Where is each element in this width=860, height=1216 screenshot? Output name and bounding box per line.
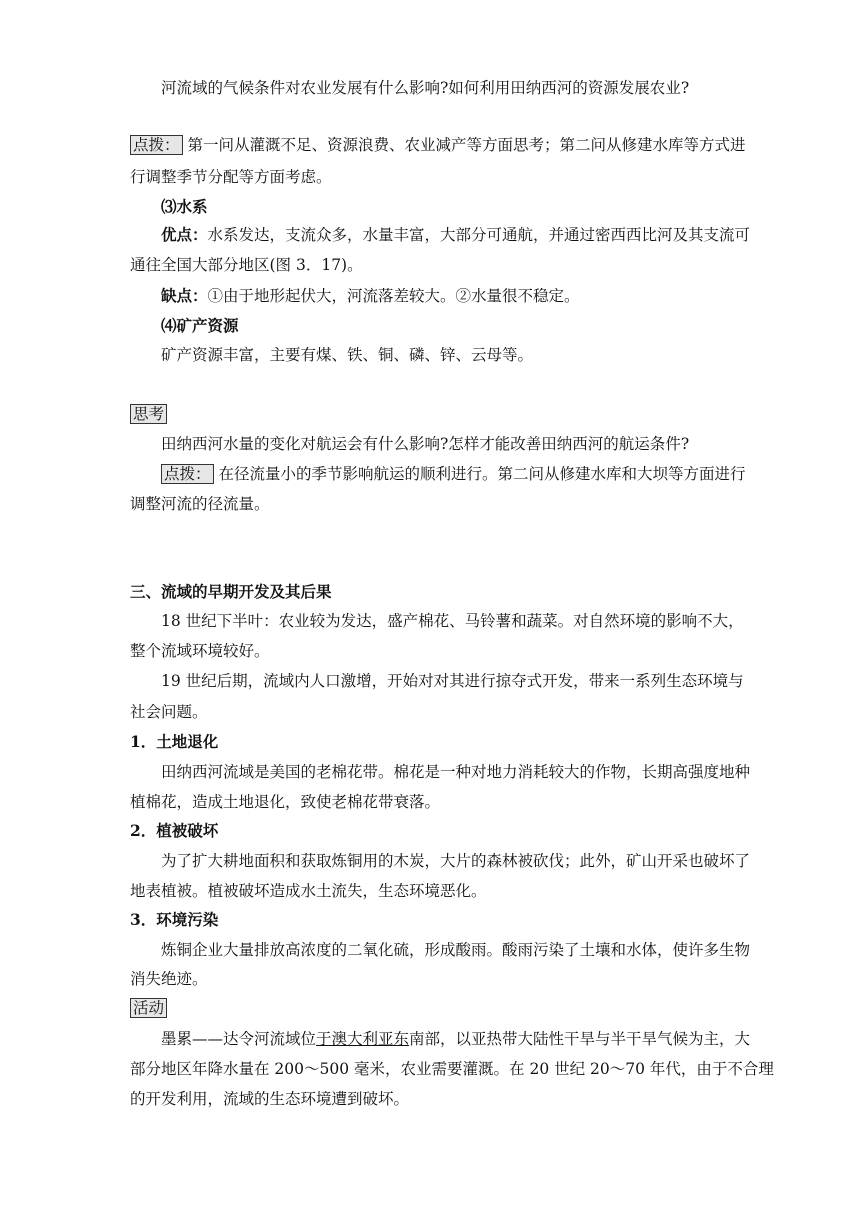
section-3-p1-line-2: 整个流域环境较好。 xyxy=(130,642,270,660)
tip-label-box: 点拨： xyxy=(130,135,183,155)
think-label-box: 思考 xyxy=(130,404,167,424)
heading-mineral-resources: ⑷矿产资源 xyxy=(161,316,239,335)
paragraph-climate-question: 河流域的气候条件对农业发展有什么影响?如何利用田纳西河的资源发展农业? xyxy=(161,79,690,97)
think-tip-line-1 xyxy=(161,464,745,484)
section-3-p2-line-2: 社会问题。 xyxy=(130,703,208,721)
section-3-p2-line-1: 19 世纪后期，流域内人口激增，开始对对其进行掠夺式开发，带来一系列生态环境与 xyxy=(161,672,744,690)
advantages-text: 水系发达，支流众多，水量丰富，大部分可通航，并通过密西西比河及其支流可 xyxy=(207,226,751,244)
activity-line-2: 部分地区年降水量在 200～500 毫米，农业需要灌溉。在 20 世纪 20～70 年代，由于不合理 xyxy=(130,1060,774,1078)
tip-1-line-1 xyxy=(130,135,745,155)
think-tip-line-2: 调整河流的径流量。 xyxy=(130,495,270,513)
pollution-line-2: 消失绝迹。 xyxy=(130,970,208,988)
heading-water-system: ⑶水系 xyxy=(161,197,208,216)
disadvantages-text: ①由于地形起伏大，河流落差较大。②水量很不稳定。 xyxy=(207,287,580,305)
think-label-line xyxy=(130,404,167,424)
think-question: 田纳西河水量的变化对航运会有什么影响?怎样才能改善田纳西河的航运条件? xyxy=(161,435,690,453)
pollution-line-1: 炼铜企业大量排放高浓度的二氧化硫，形成酸雨。酸雨污染了土壤和水体，使许多生物 xyxy=(161,941,751,959)
vegetation-line-1: 为了扩大耕地面积和获取炼铜用的木炭，大片的森林被砍伐；此外，矿山开采也破坏了 xyxy=(161,852,751,870)
activity-text-b: 南部，以亚热带大陆性干旱与半干旱气候为主，大 xyxy=(409,1030,751,1048)
activity-label-line xyxy=(130,998,167,1018)
water-advantages-line-1 xyxy=(161,225,750,245)
subheading-vegetation-damage: 2．植被破坏 xyxy=(130,821,219,840)
activity-line-1 xyxy=(161,1029,750,1049)
vegetation-line-2: 地表植被。植被破坏造成水土流失，生态环境恶化。 xyxy=(130,882,487,900)
mineral-text: 矿产资源丰富，主要有煤、铁、铜、磷、锌、云母等。 xyxy=(161,346,534,364)
think-tip-label-box: 点拨： xyxy=(161,464,214,484)
section-3-heading: 三、流域的早期开发及其后果 xyxy=(130,582,332,601)
think-tip-text: 在径流量小的季节影响航运的顺利进行。第二问从修建水库和大坝等方面进行 xyxy=(218,465,746,483)
land-degradation-line-1: 田纳西河流域是美国的老棉花带。棉花是一种对地力消耗较大的作物，长期高强度地种 xyxy=(161,763,751,781)
activity-underlined-text: 于澳大利亚东 xyxy=(316,1030,410,1048)
activity-line-3: 的开发利用，流域的生态环境遭到破坏。 xyxy=(130,1090,410,1108)
tip-1-line-2: 行调整季节分配等方面考虑。 xyxy=(130,168,332,186)
tip-1-text: 第一问从灌溉不足、资源浪费、农业减产等方面思考；第二问从修建水库等方式进 xyxy=(187,136,746,154)
land-degradation-line-2: 植棉花，造成土地退化，致使老棉花带衰落。 xyxy=(130,793,441,811)
water-disadvantages xyxy=(161,286,580,306)
activity-text-a: 墨累——达令河流域位 xyxy=(161,1030,317,1048)
section-3-p1-line-1: 18 世纪下半叶：农业较为发达，盛产棉花、马铃薯和蔬菜。对自然环境的影响不大， xyxy=(161,612,744,630)
subheading-land-degradation: 1．土地退化 xyxy=(130,732,219,751)
water-advantages-line-2: 通往全国大部分地区(图 3．17)。 xyxy=(130,256,363,274)
activity-label-box: 活动 xyxy=(130,998,167,1018)
disadvantages-label: 缺点： xyxy=(161,286,208,305)
advantages-label: 优点： xyxy=(161,225,208,244)
subheading-pollution: 3．环境污染 xyxy=(130,910,219,929)
